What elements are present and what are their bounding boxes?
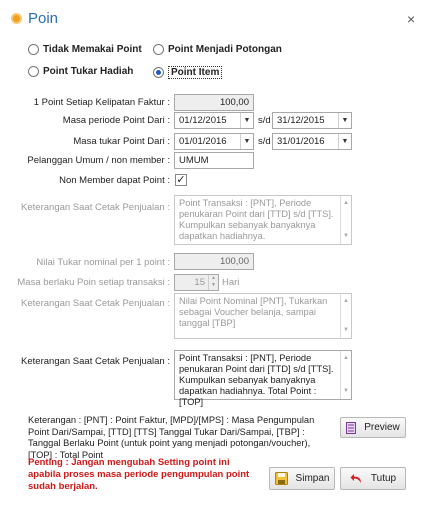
- keterangan2-textarea[interactable]: [174, 293, 352, 339]
- keterangan3-text: Point Transaksi : [PNT], Periode penukaran Point dari [TTD] s/d [TTS]. Kumpulkan sebanyak banyaknya dapatkan hadiahnya. Total Point : [TOP]: [179, 353, 334, 407]
- scroll-down-icon[interactable]: ▼: [343, 233, 349, 239]
- scroll-up-icon[interactable]: ▲: [343, 200, 349, 206]
- masa-berlaku-label: Masa berlaku Poin setiap transaksi :: [17, 277, 170, 288]
- window-title: Poin: [28, 10, 59, 27]
- keterangan2-label: Keterangan Saat Cetak Penjualan :: [21, 298, 170, 309]
- radio-circle-icon: [153, 44, 164, 55]
- pelanggan-label: Pelanggan Umum / non member :: [27, 155, 170, 166]
- legend-note: Keterangan : [PNT] : Point Faktur, [MPD]/[MPS] : Masa Pengumpulan Point Dari/Sampai, [TTD] [TTS] Tanggal Tukar Dari/Sampai, [TBP] : Tanggal Berlaku Point (untuk point yang menjadi potongan/voucher), [TOP] : Total Point: [28, 415, 315, 460]
- pelanggan-field[interactable]: UMUM: [174, 152, 254, 169]
- nonmember-checkbox[interactable]: ✓: [176, 174, 186, 186]
- warning-note: Penting : Jangan mengubah Setting point ini apabila proses masa periode pengumpulan point sudah berjalan.: [28, 457, 250, 492]
- tukar-to-value: 31/01/2016: [277, 136, 325, 147]
- chevron-down-icon[interactable]: ▼: [338, 113, 351, 128]
- scroll-up-icon[interactable]: ▲: [343, 298, 349, 304]
- radio-selected-icon: [153, 67, 164, 78]
- close-icon[interactable]: ×: [407, 11, 416, 27]
- radio-circle-icon: [28, 44, 39, 55]
- keterangan1-label: Keterangan Saat Cetak Penjualan :: [21, 202, 170, 213]
- app-icon: [11, 13, 22, 24]
- kelipatan-label: 1 Point Setiap Kelipatan Faktur :: [33, 97, 170, 108]
- tukar-to-dropdown[interactable]: [272, 133, 352, 150]
- spin-arrows-icon[interactable]: ▲ ▼: [208, 275, 218, 290]
- periode-from-value: 01/12/2015: [179, 115, 227, 126]
- tukar-label: Masa tukar Point Dari :: [73, 136, 170, 147]
- scrollbar[interactable]: [340, 351, 351, 399]
- chevron-down-icon[interactable]: ▼: [240, 113, 253, 128]
- keterangan1-text: Point Transaksi : [PNT], Periode penukaran Point dari [TTD] s/d [TTS]. Kumpulkan sebanyak banyaknya dapatkan hadiahnya.: [179, 198, 334, 241]
- keterangan3-textarea[interactable]: [174, 350, 352, 407]
- scrollbar[interactable]: [340, 196, 351, 244]
- kelipatan-field[interactable]: 100,00: [174, 94, 254, 111]
- scroll-up-icon[interactable]: ▲: [343, 355, 349, 361]
- preview-button-label: Preview: [364, 422, 400, 433]
- keterangan2-text: Nilai Point Nominal [PNT], Tukarkan sebagai Voucher belanja, sampai tanggal [TBP]: [179, 296, 328, 328]
- tukar-sd-label: s/d: [258, 136, 271, 147]
- scroll-down-icon[interactable]: ▼: [343, 327, 349, 333]
- save-icon: [275, 472, 288, 485]
- keterangan1-textarea[interactable]: [174, 195, 352, 245]
- nilai-tukar-label: Nilai Tukar nominal per 1 point :: [36, 257, 170, 268]
- undo-arrow-icon: [350, 473, 363, 485]
- preview-button[interactable]: [340, 417, 406, 438]
- document-icon: [346, 422, 356, 434]
- tukar-from-value: 01/01/2016: [179, 136, 227, 147]
- nonmember-label: Non Member dapat Point :: [59, 175, 170, 186]
- radio-label: Point Menjadi Potongan: [168, 44, 282, 55]
- periode-to-dropdown[interactable]: [272, 112, 352, 129]
- radio-point-item[interactable]: [153, 66, 222, 79]
- close-button-label: Tutup: [370, 473, 397, 484]
- scrollbar[interactable]: [340, 294, 351, 338]
- chevron-down-icon[interactable]: ▼: [240, 134, 253, 149]
- radio-tidak-memakai-point[interactable]: [28, 44, 142, 55]
- radio-label: Point Item: [168, 66, 222, 79]
- masa-berlaku-unit: Hari: [222, 277, 240, 288]
- periode-to-value: 31/12/2015: [277, 115, 325, 126]
- scroll-down-icon[interactable]: ▼: [343, 388, 349, 394]
- radio-point-tukar-hadiah[interactable]: [28, 66, 133, 77]
- periode-sd-label: s/d: [258, 115, 271, 126]
- radio-point-menjadi-potongan[interactable]: [153, 44, 282, 55]
- nilai-tukar-field[interactable]: 100,00: [174, 253, 254, 270]
- tukar-from-dropdown[interactable]: [174, 133, 254, 150]
- radio-label: Tidak Memakai Point: [43, 44, 142, 55]
- save-button-label: Simpan: [295, 473, 330, 484]
- periode-from-dropdown[interactable]: [174, 112, 254, 129]
- masa-berlaku-value: 15: [194, 277, 205, 288]
- masa-berlaku-spinner[interactable]: [174, 274, 219, 291]
- keterangan3-label: Keterangan Saat Cetak Penjualan :: [21, 356, 170, 367]
- close-button[interactable]: [340, 467, 406, 490]
- radio-label: Point Tukar Hadiah: [43, 66, 134, 77]
- periode-label: Masa periode Point Dari :: [62, 115, 170, 126]
- save-button[interactable]: [269, 467, 335, 490]
- radio-circle-icon: [28, 66, 39, 77]
- chevron-down-icon[interactable]: ▼: [338, 134, 351, 149]
